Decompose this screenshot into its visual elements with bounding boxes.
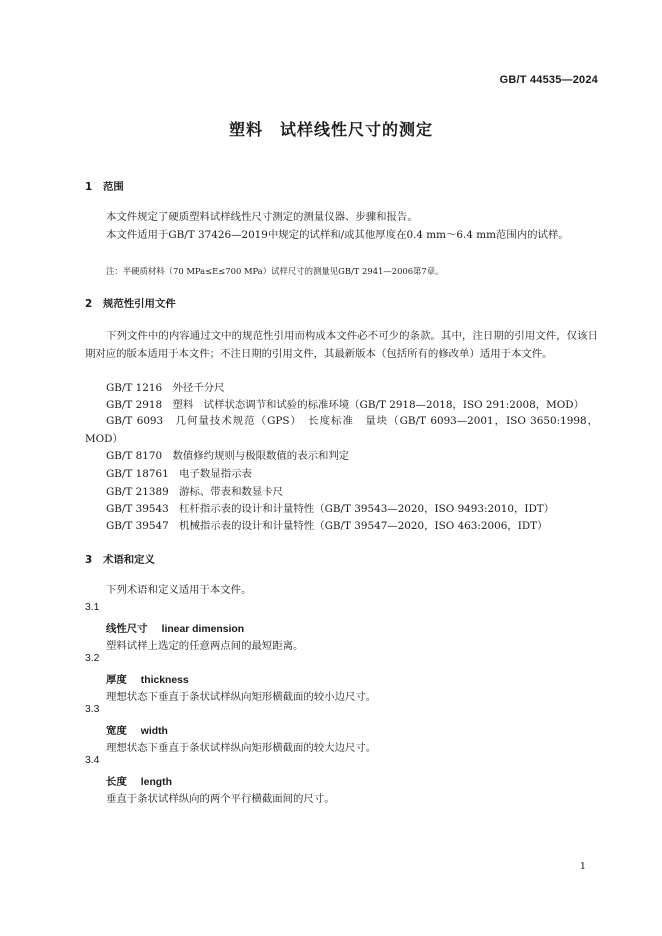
term-number: 3.4 — [85, 755, 100, 766]
reference-item: GB/T 39543 杠杆指示表的设计和计量特性（GB/T 39543—2020，ISO 9493:2010，IDT） — [106, 503, 555, 515]
term-definition: 塑料试样上选定的任意两点间的最短距离。 — [106, 640, 304, 652]
references-intro: 下列文件中的内容通过文中的规范性引用而构成本文件必不可少的条款。其中，注日期的引用文件，仅该日期对应的版本适用于本文件；不注日期的引用文件，其最新版本（包括所有的修改单）适用于本文件。 — [85, 330, 598, 360]
reference-item: GB/T 18761 电子数显指示表 — [106, 468, 252, 480]
section-2-heading — [85, 295, 176, 310]
term-name — [106, 671, 189, 686]
term-definition: 垂直于条状试样纵向的两个平行横截面间的尺寸。 — [106, 793, 335, 805]
term-number: 3.1 — [85, 602, 100, 613]
term-name-en: width — [140, 726, 168, 737]
term-name — [106, 773, 172, 788]
page-number: 1 — [579, 861, 586, 872]
section-1-heading — [85, 178, 124, 193]
reference-item: GB/T 21389 游标、带表和数显卡尺 — [106, 486, 284, 498]
section-number: 2 — [85, 298, 93, 310]
reference-item: GB/T 6093 几何量技术规范（GPS） 长度标准 量块（GB/T 6093—2001，ISO 3650:1998，MOD） — [85, 415, 598, 445]
reference-item: GB/T 39547 机械指示表的设计和计量特性（GB/T 39547—2020，ISO 463:2006，IDT） — [106, 520, 548, 532]
term-name-en: length — [140, 777, 172, 788]
term-name-en: thickness — [140, 675, 189, 686]
term-definition: 理想状态下垂直于条状试样纵向矩形横截面的较小边尺寸。 — [106, 691, 377, 703]
reference-item: GB/T 2918 塑料 试样状态调节和试验的标准环境（GB/T 2918—2018，ISO 291:2008，MOD） — [106, 399, 584, 411]
term-name — [106, 620, 244, 635]
reference-item: GB/T 8170 数值修约规则与极限数值的表示和判定 — [106, 450, 350, 462]
term-definition: 理想状态下垂直于条状试样纵向矩形横截面的较大边尺寸。 — [106, 742, 377, 754]
terms-intro: 下列术语和定义适用于本文件。 — [106, 584, 252, 596]
term-name — [106, 722, 168, 737]
scope-note: 注：半硬质材料（70 MPa≤E≤700 MPa）试样尺寸的测量见GB/T 2941—2006第7章。 — [106, 266, 444, 276]
section-number: 3 — [85, 554, 93, 566]
term-number: 3.3 — [85, 704, 100, 715]
scope-paragraph-2: 本文件适用于GB/T 37426—2019中规定的试样和/或其他厚度在0.4 mm～6.4 mm范围内的试样。 — [106, 229, 569, 241]
term-name-zh: 线性尺寸 — [106, 623, 148, 635]
term-name-zh: 宽度 — [106, 725, 127, 737]
document-title: 塑料 试样线性尺寸的测定 — [228, 120, 433, 139]
term-name-zh: 厚度 — [106, 674, 127, 686]
section-title: 术语和定义 — [103, 554, 155, 566]
standard-code: GB/T 44535—2024 — [499, 74, 598, 86]
section-number: 1 — [85, 181, 93, 193]
reference-item: GB/T 1216 外径千分尺 — [106, 382, 225, 394]
section-title: 范围 — [103, 181, 124, 193]
term-name-zh: 长度 — [106, 776, 127, 788]
section-3-heading — [85, 551, 155, 566]
term-name-en: linear dimension — [161, 624, 245, 635]
scope-paragraph-1: 本文件规定了硬质塑料试样线性尺寸测定的测量仪器、步骤和报告。 — [106, 211, 418, 223]
section-title: 规范性引用文件 — [103, 298, 176, 310]
term-number: 3.2 — [85, 653, 100, 664]
